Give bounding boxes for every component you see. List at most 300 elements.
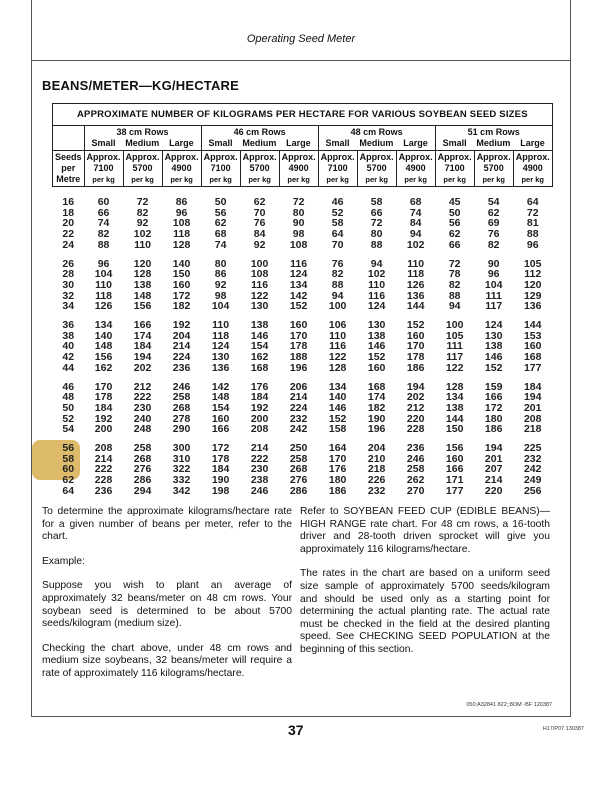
kg-per-hectare-cell: 72 [136, 196, 149, 208]
seed-count-header [240, 151, 279, 187]
kg-per-hectare-cell: 136 [211, 361, 230, 374]
kg-per-hectare-cell: 76 [331, 257, 344, 270]
seed-count-header [474, 151, 513, 187]
kg-per-hectare-cell: 92 [136, 217, 149, 230]
kg-per-hectare-cell: 166 [484, 391, 503, 404]
table-row [53, 301, 553, 312]
kg-per-hectare-cell: 134 [289, 278, 308, 291]
seed-count-text: Approx. [164, 152, 199, 162]
seeds-per-metre-header [53, 151, 85, 187]
row-spacing-group-header [318, 126, 435, 151]
kg-per-hectare-cell: 116 [368, 289, 386, 302]
kg-per-hectare-cell: 110 [368, 278, 386, 291]
seeding-rate-table [52, 103, 553, 497]
paragraph: Refer to SOYBEAN FEED CUP (EDIBLE BEANS)—HIGH RANGE rate chart. For 48 cm rows, a 16-tooth driver and 28-tooth driven sprocket will give you approximately 116 kilograms/hectare. [300, 506, 550, 555]
kg-per-hectare-cell: 268 [133, 452, 152, 465]
kg-per-hectare-cell: 152 [406, 319, 425, 332]
kg-per-hectare-cell: 240 [133, 412, 152, 425]
kg-per-hectare-cell: 186 [406, 361, 425, 374]
kg-per-hectare-cell: 60 [97, 196, 110, 208]
kg-per-hectare-cell: 212 [406, 401, 425, 414]
kg-per-hectare-cell: 80 [370, 228, 383, 241]
kg-per-hectare-cell: 130 [250, 300, 269, 313]
page-title: BEANS/METER—KG/HECTARE [42, 78, 240, 93]
seed-size-label: Large [169, 138, 194, 148]
seed-count-text: per kg [131, 175, 154, 184]
kg-per-hectare-cell: 81 [526, 217, 539, 230]
seed-count-text: Approx. [86, 152, 121, 162]
kg-per-hectare-cell: 162 [94, 361, 113, 374]
kg-per-hectare-cell: 218 [367, 463, 386, 476]
kg-per-hectare-cell: 248 [133, 423, 152, 436]
kg-per-hectare-cell: 204 [172, 329, 191, 342]
kg-per-hectare-cell: 202 [133, 361, 152, 374]
kg-per-hectare-cell: 156 [445, 442, 464, 455]
kg-per-hectare-cell: 122 [328, 351, 347, 364]
table-row [53, 240, 553, 251]
kg-per-hectare-cell: 168 [367, 380, 386, 393]
kg-per-hectare-cell: 58 [331, 217, 344, 230]
kg-per-hectare-cell: 162 [250, 351, 269, 364]
kg-per-hectare-cell: 128 [328, 361, 347, 374]
kg-per-hectare-cell: 52 [331, 206, 344, 219]
kg-per-hectare-cell: 66 [97, 206, 110, 219]
kg-per-hectare-cell: 88 [370, 238, 383, 251]
kg-per-hectare-cell: 110 [134, 238, 152, 251]
kg-per-hectare-cell: 62 [253, 196, 266, 208]
kg-per-hectare-cell: 242 [289, 423, 308, 436]
seed-count-text: per kg [209, 175, 232, 184]
kg-per-hectare-cell: 150 [172, 268, 191, 281]
seed-count-text: per kg [248, 175, 271, 184]
kg-per-hectare-cell: 170 [328, 452, 347, 465]
kg-per-hectare-cell: 190 [367, 412, 386, 425]
seeds-per-metre-cell: 30 [62, 278, 75, 291]
kg-per-hectare-cell: 128 [172, 238, 191, 251]
row-header-line: Metre [56, 174, 81, 184]
kg-per-hectare-cell: 94 [331, 289, 344, 302]
print-code: H17/P07 130387 [542, 726, 584, 732]
kg-per-hectare-cell: 268 [172, 401, 191, 414]
kg-per-hectare-cell: 178 [406, 351, 425, 364]
kg-per-hectare-cell: 160 [445, 452, 464, 465]
kg-per-hectare-cell: 122 [250, 289, 269, 302]
seed-count-text: Approx. [359, 152, 394, 162]
seeds-per-metre-cell: 24 [62, 238, 75, 251]
kg-per-hectare-cell: 56 [214, 206, 227, 219]
kg-per-hectare-cell: 300 [172, 442, 191, 455]
kg-per-hectare-cell: 214 [289, 391, 308, 404]
kg-per-hectare-cell: 210 [367, 452, 386, 465]
kg-per-hectare-cell: 196 [367, 423, 386, 436]
table-row [53, 187, 553, 208]
seed-count-text: 7100 [444, 163, 465, 173]
kg-per-hectare-cell: 172 [211, 442, 230, 455]
kg-per-hectare-cell: 176 [250, 380, 269, 393]
kg-per-hectare-cell: 136 [406, 289, 425, 302]
seeds-per-metre-cell: 34 [62, 300, 75, 313]
kg-per-hectare-cell: 249 [523, 474, 542, 487]
kg-per-hectare-cell: 138 [367, 329, 386, 342]
kg-per-hectare-cell: 276 [289, 474, 308, 487]
seed-count-text: Approx. [398, 152, 433, 162]
kg-per-hectare-cell: 82 [448, 278, 461, 291]
kg-per-hectare-cell: 196 [289, 361, 308, 374]
seed-count-text: per kg [365, 175, 388, 184]
kg-per-hectare-cell: 72 [526, 206, 539, 219]
kg-per-hectare-cell: 198 [211, 484, 230, 497]
kg-per-hectare-cell: 166 [133, 319, 152, 332]
row-header-line: per [61, 163, 76, 173]
table-row [53, 486, 553, 497]
kg-per-hectare-cell: 138 [445, 401, 464, 414]
kg-per-hectare-cell: 152 [367, 351, 386, 364]
kg-per-hectare-cell: 194 [484, 442, 503, 455]
kg-per-hectare-cell: 246 [172, 380, 191, 393]
seeds-per-metre-cell: 40 [62, 340, 75, 353]
kg-per-hectare-cell: 104 [94, 268, 113, 281]
kg-per-hectare-cell: 94 [370, 257, 383, 270]
kg-per-hectare-cell: 56 [448, 217, 461, 230]
kg-per-hectare-cell: 128 [133, 268, 152, 281]
seed-count-text: 5700 [483, 163, 504, 173]
seed-size-label: Large [286, 138, 311, 148]
seed-count-header [513, 151, 552, 187]
paragraph: Example: [42, 555, 85, 567]
kg-per-hectare-cell: 70 [331, 238, 344, 251]
kg-per-hectare-cell: 192 [94, 412, 113, 425]
kg-per-hectare-cell: 238 [250, 474, 269, 487]
kg-per-hectare-cell: 184 [523, 380, 542, 393]
kg-per-hectare-cell: 202 [406, 391, 425, 404]
seed-count-text: per kg [443, 175, 466, 184]
kg-per-hectare-cell: 76 [487, 228, 500, 241]
seeds-per-metre-cell: 16 [62, 196, 75, 208]
kg-per-hectare-cell: 105 [523, 257, 542, 270]
kg-per-hectare-cell: 256 [523, 484, 542, 497]
kg-per-hectare-cell: 242 [523, 463, 542, 476]
kg-per-hectare-cell: 172 [484, 401, 503, 414]
kg-per-hectare-cell: 148 [133, 289, 152, 302]
kg-per-hectare-cell: 130 [484, 329, 503, 342]
kg-per-hectare-cell: 100 [328, 300, 347, 313]
kg-per-hectare-cell: 160 [367, 361, 386, 374]
kg-per-hectare-cell: 170 [406, 340, 425, 353]
kg-per-hectare-cell: 186 [328, 484, 347, 497]
kg-per-hectare-cell: 258 [133, 442, 152, 455]
kg-per-hectare-cell: 142 [289, 289, 308, 302]
kg-per-hectare-cell: 138 [484, 340, 503, 353]
kg-per-hectare-cell: 148 [211, 391, 230, 404]
kg-per-hectare-cell: 184 [94, 401, 113, 414]
kg-per-hectare-cell: 194 [523, 391, 542, 404]
table-row [53, 424, 553, 435]
kg-per-hectare-cell: 194 [406, 380, 425, 393]
kg-per-hectare-cell: 158 [328, 423, 347, 436]
kg-per-hectare-cell: 98 [292, 228, 305, 241]
kg-per-hectare-cell: 228 [406, 423, 425, 436]
kg-per-hectare-cell: 168 [523, 351, 542, 364]
kg-per-hectare-cell: 262 [406, 474, 425, 487]
kg-per-hectare-cell: 268 [289, 463, 308, 476]
seed-size-label: Small [91, 138, 116, 148]
kg-per-hectare-cell: 332 [172, 474, 191, 487]
kg-per-hectare-cell: 201 [523, 401, 542, 414]
kg-per-hectare-cell: 208 [94, 442, 113, 455]
kg-per-hectare-cell: 190 [211, 474, 230, 487]
seed-count-text: Approx. [476, 152, 511, 162]
seeds-per-metre-cell: 28 [62, 268, 75, 281]
kg-per-hectare-cell: 134 [328, 380, 347, 393]
kg-per-hectare-cell: 174 [133, 329, 152, 342]
kg-per-hectare-cell: 45 [448, 196, 461, 208]
kg-per-hectare-cell: 214 [250, 442, 269, 455]
kg-per-hectare-cell: 180 [484, 412, 503, 425]
seeds-per-metre-cell: 22 [62, 228, 75, 241]
page-number: 37 [288, 722, 304, 738]
kg-per-hectare-cell: 226 [367, 474, 386, 487]
kg-per-hectare-cell: 50 [448, 206, 461, 219]
kg-per-hectare-cell: 104 [484, 278, 503, 291]
seed-count-header [201, 151, 240, 187]
seeds-per-metre-cell: 60 [62, 463, 75, 476]
kg-per-hectare-cell: 64 [331, 228, 344, 241]
row-spacing-label: 46 cm Rows [233, 127, 286, 137]
seeds-per-metre-cell: 26 [62, 257, 75, 270]
kg-per-hectare-cell: 86 [214, 268, 227, 281]
seed-count-header [123, 151, 162, 187]
table-caption: APPROXIMATE NUMBER OF KILOGRAMS PER HECTARE FOR VARIOUS SOYBEAN SEED SIZES [53, 104, 553, 126]
kg-per-hectare-cell: 117 [446, 351, 464, 364]
kg-per-hectare-cell: 224 [289, 401, 308, 414]
kg-per-hectare-cell: 156 [133, 300, 152, 313]
kg-per-hectare-cell: 258 [172, 391, 191, 404]
seed-count-header [357, 151, 396, 187]
kg-per-hectare-cell: 62 [448, 228, 461, 241]
kg-per-hectare-cell: 96 [487, 268, 500, 281]
kg-per-hectare-cell: 124 [484, 319, 503, 332]
seed-count-text: 7100 [210, 163, 231, 173]
kg-per-hectare-cell: 104 [211, 300, 230, 313]
kg-per-hectare-cell: 128 [445, 380, 464, 393]
kg-per-hectare-cell: 270 [406, 484, 425, 497]
kg-per-hectare-cell: 194 [133, 351, 152, 364]
kg-per-hectare-cell: 148 [94, 340, 113, 353]
seeds-per-metre-cell: 38 [62, 329, 75, 342]
kg-per-hectare-cell: 212 [133, 380, 152, 393]
kg-per-hectare-cell: 129 [523, 289, 542, 302]
kg-per-hectare-cell: 100 [250, 257, 269, 270]
seed-count-text: 7100 [327, 163, 348, 173]
kg-per-hectare-cell: 62 [214, 217, 227, 230]
kg-per-hectare-cell: 258 [406, 463, 425, 476]
row-spacing-label: 51 cm Rows [467, 127, 520, 137]
row-spacing-group-header [435, 126, 552, 151]
kg-per-hectare-cell: 154 [250, 340, 269, 353]
kg-per-hectare-cell: 124 [367, 300, 386, 313]
kg-per-hectare-cell: 140 [172, 257, 191, 270]
kg-per-hectare-cell: 176 [328, 463, 347, 476]
seed-size-label: Small [442, 138, 467, 148]
kg-per-hectare-cell: 138 [133, 278, 152, 291]
kg-per-hectare-cell: 68 [214, 228, 227, 241]
kg-per-hectare-cell: 208 [523, 412, 542, 425]
kg-per-hectare-cell: 120 [523, 278, 542, 291]
seed-count-text: per kg [404, 175, 427, 184]
kg-per-hectare-cell: 218 [523, 423, 542, 436]
kg-per-hectare-cell: 146 [484, 351, 503, 364]
kg-per-hectare-cell: 182 [172, 300, 191, 313]
kg-per-hectare-cell: 144 [406, 300, 425, 313]
seed-count-text: per kg [521, 175, 544, 184]
seed-count-text: per kg [326, 175, 349, 184]
kg-per-hectare-cell: 184 [133, 340, 152, 353]
seed-size-label: Medium [476, 138, 511, 148]
kg-per-hectare-cell: 322 [172, 463, 191, 476]
kg-per-hectare-cell: 174 [367, 391, 386, 404]
paragraph: Suppose you wish to plant an average of approximately 32 beans/meter on 48 cm rows. Your soybean seed is determined to be about 5700 seeds/kilogram (medium size). [42, 580, 292, 630]
kg-per-hectare-cell: 134 [445, 391, 464, 404]
kg-per-hectare-cell: 172 [172, 289, 191, 302]
kg-per-hectare-cell: 111 [485, 289, 502, 302]
kg-per-hectare-cell: 84 [253, 228, 266, 241]
instructions-right [300, 506, 550, 669]
kg-per-hectare-cell: 62 [487, 206, 500, 219]
kg-per-hectare-cell: 146 [250, 329, 269, 342]
kg-per-hectare-cell: 236 [94, 484, 113, 497]
seed-count-text: 7100 [93, 163, 114, 173]
kg-per-hectare-cell: 160 [406, 329, 425, 342]
kg-per-hectare-cell: 222 [133, 391, 152, 404]
kg-per-hectare-cell: 170 [94, 380, 113, 393]
kg-per-hectare-cell: 170 [289, 329, 308, 342]
kg-per-hectare-cell: 228 [94, 474, 113, 487]
kg-per-hectare-cell: 140 [94, 329, 113, 342]
kg-per-hectare-cell: 146 [367, 340, 386, 353]
kg-per-hectare-cell: 86 [175, 196, 188, 208]
kg-per-hectare-cell: 230 [133, 401, 152, 414]
kg-per-hectare-cell: 110 [329, 329, 347, 342]
kg-per-hectare-cell: 178 [94, 391, 113, 404]
paragraph: To determine the approximate kilograms/hectare rate for a given number of beans per meter, refer to the chart. [42, 506, 292, 543]
kg-per-hectare-cell: 177 [523, 361, 542, 374]
kg-per-hectare-cell: 117 [485, 300, 503, 313]
seed-count-header [84, 151, 123, 187]
seed-size-label: Large [520, 138, 545, 148]
row-spacing-label: 48 cm Rows [350, 127, 403, 137]
kg-per-hectare-cell: 159 [484, 380, 503, 393]
kg-per-hectare-cell: 90 [292, 217, 305, 230]
kg-per-hectare-cell: 138 [250, 319, 269, 332]
kg-per-hectare-cell: 144 [523, 319, 542, 332]
kg-per-hectare-cell: 66 [448, 238, 461, 251]
kg-per-hectare-cell: 70 [253, 206, 266, 219]
seed-count-header [318, 151, 357, 187]
kg-per-hectare-cell: 154 [211, 401, 230, 414]
kg-per-hectare-cell: 192 [250, 401, 269, 414]
kg-per-hectare-cell: 96 [526, 238, 539, 251]
seed-count-text: per kg [92, 175, 115, 184]
kg-per-hectare-cell: 82 [97, 228, 110, 241]
kg-per-hectare-cell: 74 [97, 217, 110, 230]
kg-per-hectare-cell: 182 [367, 401, 386, 414]
kg-per-hectare-cell: 140 [328, 391, 347, 404]
kg-per-hectare-cell: 74 [409, 206, 422, 219]
kg-per-hectare-cell: 102 [367, 268, 386, 281]
kg-per-hectare-cell: 152 [289, 300, 308, 313]
kg-per-hectare-cell: 82 [331, 268, 344, 281]
kg-per-hectare-cell: 164 [328, 442, 347, 455]
kg-per-hectare-cell: 232 [523, 452, 542, 465]
seed-count-text: 4900 [171, 163, 192, 173]
kg-per-hectare-cell: 66 [370, 206, 383, 219]
kg-per-hectare-cell: 220 [406, 412, 425, 425]
kg-per-hectare-cell: 64 [526, 196, 539, 208]
kg-per-hectare-cell: 250 [289, 442, 308, 455]
seed-count-text: 4900 [288, 163, 309, 173]
kg-per-hectare-cell: 200 [94, 423, 113, 436]
seed-count-text: 5700 [132, 163, 153, 173]
instructions-left [42, 506, 292, 693]
seed-count-text: Approx. [437, 152, 472, 162]
kg-per-hectare-cell: 72 [292, 196, 305, 208]
kg-per-hectare-cell: 222 [94, 463, 113, 476]
seeds-per-metre-cell: 64 [62, 484, 75, 497]
row-spacing-label: 38 cm Rows [116, 127, 169, 137]
seed-count-text: Approx. [515, 152, 550, 162]
kg-per-hectare-cell: 130 [367, 319, 386, 332]
seeds-per-metre-cell: 44 [62, 361, 75, 374]
kg-per-hectare-cell: 74 [214, 238, 227, 251]
row-header-line: Seeds [55, 152, 82, 162]
kg-per-hectare-cell: 130 [211, 351, 230, 364]
kg-per-hectare-cell: 152 [328, 412, 347, 425]
seed-count-header [435, 151, 474, 187]
kg-per-hectare-cell: 160 [211, 412, 230, 425]
document-code: 050;A32841 822;;8OM -BF 120387 [466, 702, 552, 708]
kg-per-hectare-cell: 214 [484, 474, 503, 487]
kg-per-hectare-cell: 184 [250, 391, 269, 404]
kg-per-hectare-cell: 136 [523, 300, 542, 313]
kg-per-hectare-cell: 278 [172, 412, 191, 425]
kg-per-hectare-cell: 246 [406, 452, 425, 465]
seeds-per-metre-cell: 58 [62, 452, 75, 465]
seed-count-header [279, 151, 318, 187]
kg-per-hectare-cell: 54 [487, 196, 500, 208]
kg-per-hectare-cell: 236 [406, 442, 425, 455]
seeds-per-metre-cell: 50 [62, 401, 75, 414]
seed-count-header [162, 151, 201, 187]
kg-per-hectare-cell: 294 [133, 484, 152, 497]
kg-per-hectare-cell: 206 [289, 380, 308, 393]
seeds-per-metre-cell: 54 [62, 423, 75, 436]
kg-per-hectare-cell: 116 [290, 257, 308, 270]
kg-per-hectare-cell: 120 [133, 257, 152, 270]
kg-per-hectare-cell: 105 [445, 329, 464, 342]
seed-count-text: Approx. [320, 152, 355, 162]
kg-per-hectare-cell: 80 [214, 257, 227, 270]
seed-count-text: 4900 [405, 163, 426, 173]
kg-per-hectare-cell: 171 [445, 474, 464, 487]
paragraph: The rates in the chart are based on a uniform seed size sample of approximately 5700 seeds/kilogram and should be used only as a starting point for determining the actual planting rate. The actual rate must be checked in the field at the desired planting speed. See CHECKING SEED POPULATION at the beginning of this section. [300, 568, 550, 655]
kg-per-hectare-cell: 310 [172, 452, 191, 465]
kg-per-hectare-cell: 150 [445, 423, 464, 436]
kg-per-hectare-cell: 214 [172, 340, 191, 353]
header-divider [32, 60, 570, 61]
kg-per-hectare-cell: 160 [289, 319, 308, 332]
kg-per-hectare-cell: 80 [292, 206, 305, 219]
kg-per-hectare-cell: 290 [172, 423, 191, 436]
